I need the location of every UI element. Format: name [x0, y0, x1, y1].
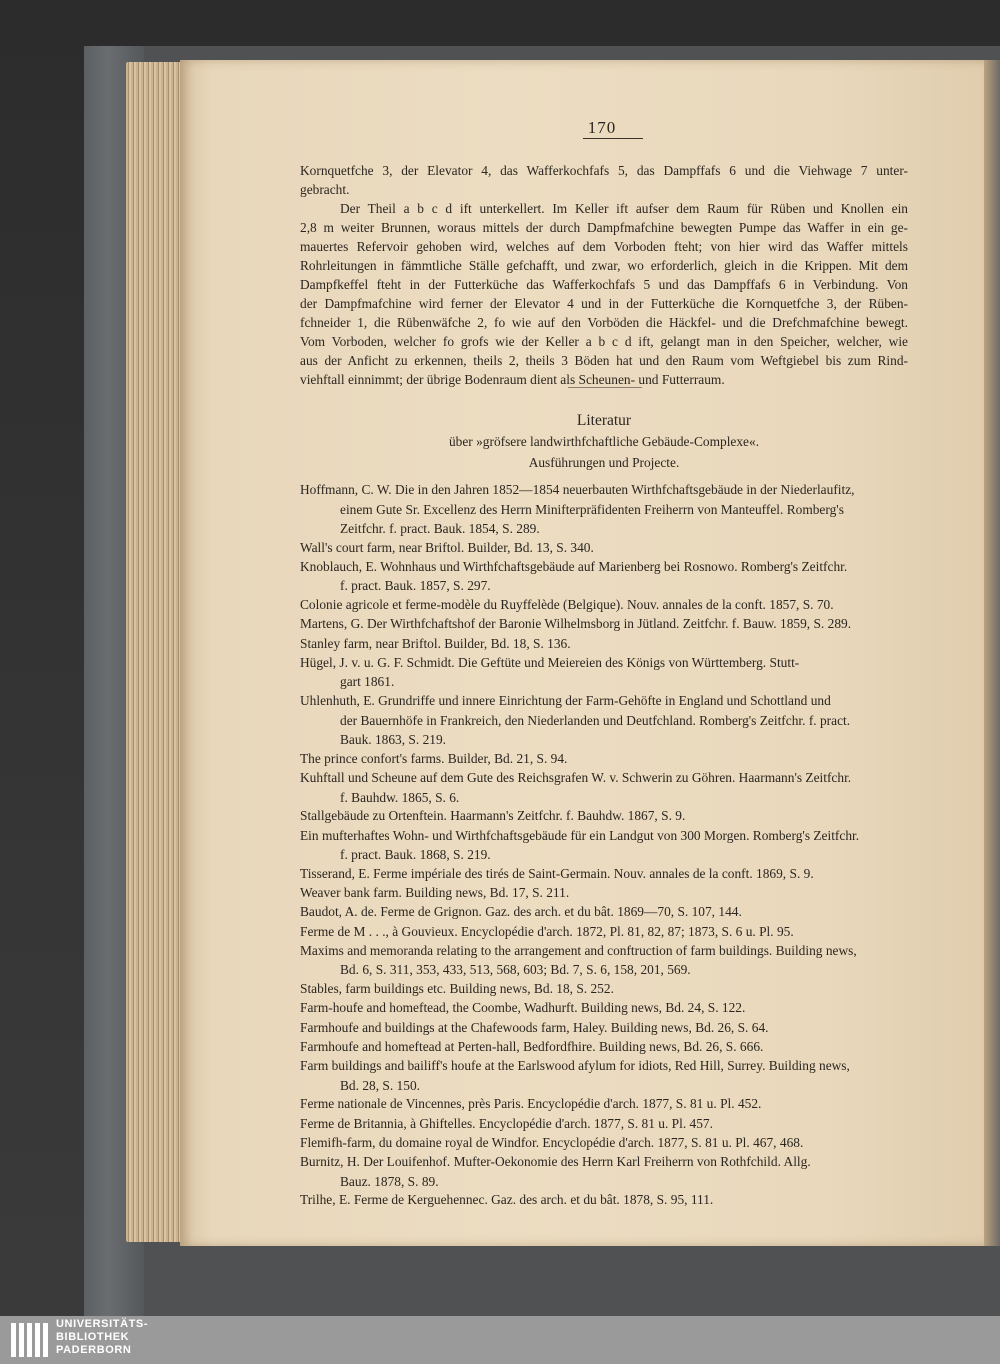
page-number-rule [583, 138, 643, 139]
library-name-line-2: BIBLIOTHEK [56, 1331, 130, 1343]
reference-entry [300, 1037, 908, 1057]
reference-line: Baudot, A. de. Ferme de Grignon. Gaz. des arch. et du bât. 1869—70, S. 107, 144. [300, 904, 742, 920]
library-banner [0, 1316, 1000, 1364]
reference-line: Flemifh-farm, du domaine royal de Windfor. Encyclopédie d'arch. 1877, S. 81 u. Pl. 467, 468. [300, 1134, 804, 1150]
reference-entry [300, 1056, 908, 1095]
reference-line: Maxims and memoranda relating to the arrangement and conftruction of farm buildings. Building news, [300, 942, 857, 958]
reference-line: Stables, farm buildings etc. Building news, Bd. 18, S. 252. [300, 981, 614, 997]
library-logo-icon [8, 1319, 50, 1361]
page-edges [126, 62, 186, 1242]
reference-line: Trilhe, E. Ferme de Kerguehennec. Gaz. des arch. et du bât. 1878, S. 95, 111. [300, 1192, 714, 1208]
body-line: mauertes Refervoir gehoben wird, welches auf dem Vorboden fteht; von hier wird das Waffer mittels [300, 239, 908, 254]
reference-line: Farm buildings and bailiff's houfe at the Earlswood afylum for idiots, Red Hill, Surrey. Building news, [300, 1058, 850, 1073]
body-line: 2,8 m weiter Brunnen, woraus mittels der durch Dampfmafchine bewegten Pumpe das Waffer in ein ge- [300, 220, 908, 235]
reference-entry [300, 1094, 908, 1114]
library-name-line-1: UNIVERSITÄTS- [56, 1318, 149, 1330]
page-number: 170 [587, 118, 617, 137]
reference-entry [300, 922, 908, 942]
reference-line: Farmhoufe and homeftead at Perten-hall, Bedfordfhire. Building news, Bd. 26, S. 666. [300, 1038, 764, 1054]
reference-line: The prince confort's farms. Builder, Bd. 21, S. 94. [300, 750, 568, 766]
reference-entry [300, 634, 908, 654]
body-line: Dampfkeffel fteht in der Futterküche das Wafferkochfafs 5 und das Dampffafs 6 in Verbindung. Von [300, 277, 908, 292]
reference-line-continued: Bd. 6, S. 311, 353, 433, 513, 568, 603; Bd. 7, S. 6, 158, 201, 569. [340, 962, 691, 978]
section-separator [568, 387, 642, 388]
reference-entry [300, 1018, 908, 1038]
reference-line: Uhlenhuth, E. Grundriffe und innere Einrichtung der Farm-Gehöfte in England und Schottland und [300, 693, 831, 709]
body-line: aus der Anficht zu erkennen, theils 2, theils 3 Böden hat und den Raum vom Weftgiebel bis zum Rind- [300, 353, 908, 368]
reference-entry [300, 941, 908, 980]
literature-subtitle-2: Ausführungen und Projecte. [528, 455, 680, 470]
reference-line: Hügel, J. v. u. G. F. Schmidt. Die Geftüte und Meiereien des Königs von Württemberg. Stutt- [300, 654, 800, 670]
reference-entry [300, 691, 908, 750]
reference-line: Ferme de Britannia, à Ghiftelles. Encyclopédie d'arch. 1877, S. 81 u. Pl. 457. [300, 1115, 713, 1131]
reference-line: Tisserand, E. Ferme impériale des tirés de Saint-Germain. Nouv. annales de la conft. 1869, S. 9. [300, 866, 814, 881]
reference-line: Knoblauch, E. Wohnhaus und Wirthfchaftsgebäude auf Marienberg bei Rosnowo. Romberg's Zeitfchr. [300, 558, 848, 574]
reference-entry [300, 557, 908, 596]
reference-line-continued: Bauz. 1878, S. 89. [340, 1173, 439, 1189]
reference-line-continued: Zeitfchr. f. pract. Bauk. 1854, S. 289. [340, 521, 540, 536]
reference-entry [300, 595, 908, 615]
page-right-edge [984, 60, 1000, 1246]
reference-line-continued: gart 1861. [340, 674, 395, 690]
reference-entry [300, 979, 908, 999]
reference-line: Stallgebäude zu Ortenftein. Haarmann's Zeitfchr. f. Bauhdw. 1867, S. 9. [300, 808, 686, 824]
reference-line: Wall's court farm, near Briftol. Builder, Bd. 13, S. 340. [300, 539, 594, 555]
reference-entry [300, 864, 908, 884]
reference-entry [300, 768, 908, 807]
reference-entry [300, 1114, 908, 1134]
reference-line: Farm-houfe and homeftead, the Coombe, Wadhurft. Building news, Bd. 24, S. 122. [300, 1000, 746, 1016]
reference-line: Ferme de M . . ., à Gouvieux. Encyclopédie d'arch. 1872, Pl. 81, 82, 87; 1873, S. 6 u. Pl. 95. [300, 923, 794, 939]
body-line: Der Theil a b c d ift unterkellert. Im Keller ift aufser dem Raum für Rüben und Knollen ein [340, 201, 908, 216]
reference-line: Weaver bank farm. Building news, Bd. 17, S. 211. [300, 885, 570, 901]
reference-entry [300, 902, 908, 922]
reference-entry [300, 1152, 908, 1191]
reference-entry [300, 1133, 908, 1153]
reference-entry [300, 826, 908, 865]
reference-line: Ferme nationale de Vincennes, près Paris. Encyclopédie d'arch. 1877, S. 81 u. Pl. 452. [300, 1096, 762, 1112]
reference-entry [300, 806, 908, 826]
reference-line-continued: f. pract. Bauk. 1868, S. 219. [340, 847, 491, 863]
body-line: gebracht. [300, 182, 350, 197]
reference-line: Colonie agricole et ferme-modèle du Ruyffelède (Belgique). Nouv. annales de la conft. 1857, S. 70. [300, 597, 834, 613]
reference-entry [300, 1190, 908, 1210]
reference-line-continued: Bd. 28, S. 150. [340, 1077, 420, 1093]
library-name-line-3: PADERBORN [56, 1344, 132, 1356]
reference-entry [300, 883, 908, 903]
reference-entry [300, 749, 908, 769]
body-line: viehftall einnimmt; der übrige Bodenraum dient als Scheunen- und Futterraum. [300, 372, 725, 387]
reference-entry [300, 614, 908, 634]
reference-entry [300, 480, 908, 539]
body-line: Rohrleitungen in fämmtliche Ställe gefchafft, und zwar, wo erforderlich, gleich in die Krippen. Mit dem [300, 258, 908, 273]
reference-line: Farmhoufe and buildings at the Chafewoods farm, Haley. Building news, Bd. 26, S. 64. [300, 1019, 769, 1035]
body-line: der Dampfmafchine wird ferner der Elevator 4 und in der Futterküche die Kornquetfche 3, der Rüben- [300, 296, 908, 311]
reference-line: Burnitz, H. Der Louifenhof. Mufter-Oekonomie des Herrn Karl Freiherrn von Rothfchild. Allg. [300, 1154, 811, 1169]
literature-title: Literatur [576, 412, 632, 429]
body-line: Kornquetfche 3, der Elevator 4, das Wafferkochfafs 5, das Dampffafs 6 und die Viehwage 7 unter- [300, 163, 908, 178]
reference-entry [300, 998, 908, 1018]
reference-line-continued: Bauk. 1863, S. 219. [340, 732, 447, 748]
reference-line-continued: einem Gute Sr. Excellenz des Herrn Minifterpräfidenten Freiherrn von Manteuffel. Romberg's [340, 501, 844, 517]
reference-line: Kuhftall und Scheune auf dem Gute des Reichsgrafen W. v. Schwerin zu Göhren. Haarmann's Zeitfchr. [300, 770, 852, 785]
reference-line-continued: der Bauernhöfe in Frankreich, den Niederlanden und Deutfchland. Romberg's Zeitfchr. f. pract. [340, 712, 851, 728]
reference-line: Hoffmann, C. W. Die in den Jahren 1852—1854 neuerbauten Wirthfchaftsgebäude in der Niederlaufitz, [300, 482, 855, 497]
reference-line-continued: f. pract. Bauk. 1857, S. 297. [340, 578, 491, 594]
reference-line-continued: f. Bauhdw. 1865, S. 6. [340, 789, 460, 805]
reference-line: Ein mufterhaftes Wohn- und Wirthfchaftsgebäude für ein Landgut von 300 Morgen. Romberg's Zeitfchr. [300, 827, 860, 843]
reference-entry [300, 653, 908, 692]
body-line: fchneider 1, die Rübenwäfche 2, fo wie auf den Vorböden die Häckfel- und die Drefchmafchine bewegt. [300, 315, 908, 330]
reference-line: Martens, G. Der Wirthfchaftshof der Baronie Wilhelmsborg in Jütland. Zeitfchr. f. Bauw. 1859, S. 289. [300, 616, 852, 632]
reference-line: Stanley farm, near Briftol. Builder, Bd. 18, S. 136. [300, 635, 571, 651]
body-line: Vom Vorboden, welcher fo grofs wie der Keller a b c d ift, gelangt man in den Speicher, welcher, wie [300, 334, 908, 349]
reference-entry [300, 538, 908, 558]
literature-subtitle: über »gröfsere landwirthfchaftliche Gebäude-Complexe«. [448, 434, 760, 449]
